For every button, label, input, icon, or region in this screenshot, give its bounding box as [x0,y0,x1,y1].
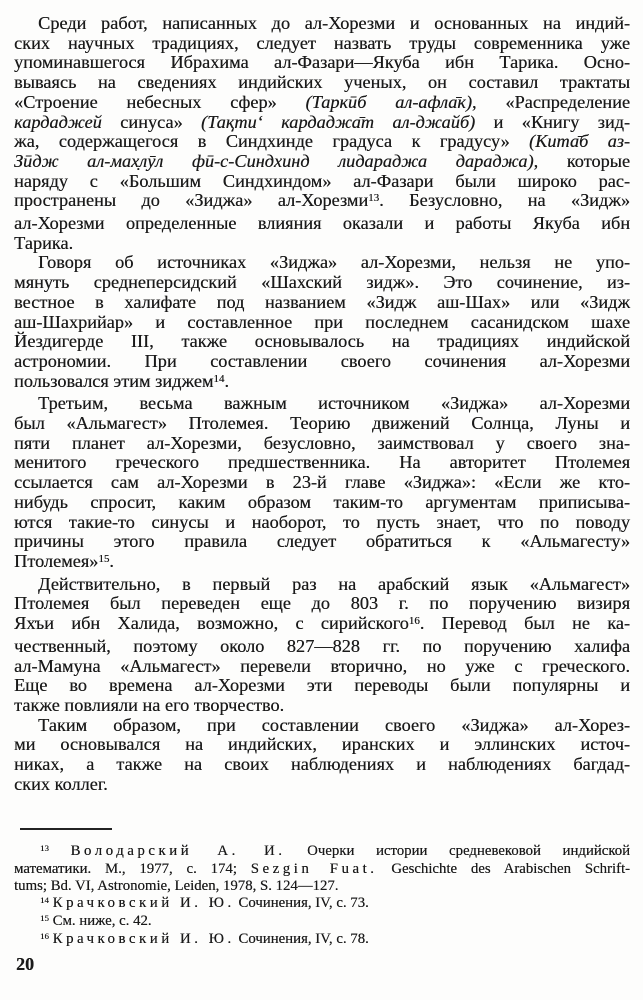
text-line [14,493,630,513]
text-line [14,552,630,575]
text-segment: синуса» [101,111,201,132]
text-segment: (Тақти‘ кардаджа̄т ал-джайб) [200,111,476,132]
text-segment: которые [538,150,630,171]
text-segment: также повлияли на его творчество. [14,694,285,715]
text-segment: никах, а также на своих наблюдениях и наблюдениях багдад- [14,754,630,775]
text-line [14,843,630,861]
text-line [14,895,630,913]
text-segment: астрономии. При составлении своего сочинения ал-Хорезми [14,350,630,371]
text-segment: Володарский А. И. [70,843,286,860]
footnote-marker: 16 [408,615,420,628]
text-line [14,273,630,293]
footnote [14,843,630,895]
text-segment: (Таркӣб ал-афла̄к), [305,91,477,112]
text-segment: . [224,370,229,391]
footnote-separator [20,828,112,830]
page-number: 20 [16,954,34,974]
text-line [14,93,630,113]
text-segment: кардаджей [14,111,102,132]
text-line [14,332,630,352]
text-line [14,696,630,716]
text-line [14,34,630,54]
text-line [14,575,630,595]
text-line [14,513,630,533]
text-line [14,913,630,931]
text-line [14,113,630,133]
text-segment: жа, содержащегося в Синдхинде градуса к градусу» [14,131,530,152]
text-segment: Очерки истории средневековой индийской [285,843,630,860]
text-segment: Говоря об источниках «Зиджа» ал-Хорезми, нельзя не упо- [38,252,630,273]
text-segment: и «Книгу зид- [475,111,630,132]
text-segment [49,843,71,859]
text-line [14,716,630,736]
text-line [14,878,630,895]
text-segment: ссылается сам ал-Хорезми в 23-й главе «Зиджа»: «Если же кто- [14,472,630,493]
text-line [14,434,630,454]
text-segment: чественный, поэтому около 827—828 гг. по поручению халифа [14,635,630,656]
text-segment: Третьим, весьма важным источником «Зиджа» ал-Хорезми [38,393,630,414]
text-line [14,755,630,775]
text-segment: пользовался этим зиджем [14,370,214,391]
text-segment: Птолемея» [14,550,99,571]
text-line [14,191,630,214]
text-segment: математики. М., 1977, с. 174; [14,861,251,878]
paragraph [14,575,630,716]
text-segment: упоминавшегося Ибрахима ал-Фазари—Якуба ибн Тарика. Осно- [14,52,630,73]
text-segment: Среди работ, написанных до ал-Хорезми и основанных на индий- [38,13,630,33]
paragraph [14,716,630,795]
text-line [14,372,630,395]
text-segment: причины этого правила следует обратиться к «Альмагесту» [14,531,630,552]
footnote [14,913,630,931]
text-line [14,172,630,192]
text-segment: ми основывался на индийских, иранских и эллинских источ- [14,734,630,755]
text-segment: был «Альмагест» Птолемея. Теорию движений Солнца, Луны и [14,413,630,434]
footnote-marker: 15 [98,553,110,566]
text-line [14,614,630,637]
text-segment: ал-Хорезми определенные влияния оказали и работы Якуба ибн [14,213,630,234]
text-line [14,253,630,273]
text-segment: ских научных традициях, следует назвать труды современника уже [14,32,630,53]
text-line [14,676,630,696]
text-line [14,132,630,152]
text-segment: аш-Шахрийар» и составленное при последнем сасанидском шахе [14,311,630,332]
text-line [14,352,630,372]
text-segment: Яхъи ибн Халида, возможно, с сирийского [14,613,409,634]
paragraph [14,14,630,253]
text-segment: . Перевод был не ка- [419,613,631,634]
text-segment: мянуть среднеперсидский «Шахский зидж». Это сочинение, из- [14,272,630,293]
text-segment: ются такие-то синусы и наоборот, то пусть знает, что по поводу [14,511,630,532]
text-line [14,14,630,34]
text-line [14,657,630,677]
text-segment: (Кита̄б аз- [529,131,630,152]
text-line [14,594,630,614]
text-segment: вываясь на сведениях индийских ученых, он составил трактаты [14,72,630,93]
text-segment: Йездигерде III, также основывалось на традициях индийской [14,331,630,352]
text-segment: См. ниже, с. 42. [48,913,152,930]
text-segment: менитого греческого предшественника. На авторитет Птолемея [14,452,630,473]
text-segment: . [109,550,114,571]
text-segment: Зӣдж ал-мах̣лӯл фӣ-с-Синдхинд лидараджа дараджа), [14,150,539,171]
text-line [14,293,630,313]
text-segment: ал-Мамуна «Альмагест» перевели вторично, но уже с греческого. [14,655,630,676]
text-segment: наряду с «Большим Синдхиндом» ал-Фазари были широко рас- [14,170,630,191]
text-line [14,234,630,254]
text-segment: tums; Bd. VI, Astronomie, Leiden, 1978, S. 124—127. [14,878,339,895]
text-line [14,637,630,657]
text-line [14,73,630,93]
footnote-marker: 14 [213,372,225,385]
text-line [14,532,630,552]
text-segment: ских коллег. [14,773,108,794]
paragraph [14,394,630,574]
text-segment: Тарика. [14,232,74,253]
text-line [14,214,630,234]
text-line [14,931,630,949]
footnote [14,931,630,949]
paragraph [14,253,630,394]
text-line [14,414,630,434]
text-segment: «Строение небесных сфер» [14,91,306,112]
text-segment: Действительно, в первый раз на арабский язык «Альмагест» [38,573,630,594]
text-segment: Сочинения, IV, с. 73. [234,895,369,912]
body-text [14,14,630,794]
text-segment: . Безусловно, на «Зидж» [379,190,630,211]
footnote-marker: 13 [40,843,49,854]
text-segment: «Распределение [476,91,630,112]
text-line [14,453,630,473]
text-segment: пяти планет ал-Хорезми, безусловно, заимствовал у своего зна- [14,432,630,453]
text-line [14,473,630,493]
text-segment: пространены до «Зиджа» ал-Хорезми [14,190,369,211]
text-line [14,313,630,333]
footnote-marker: 15 [40,913,49,924]
footnotes [14,843,630,948]
text-segment: Geschichte des Arabischen Schrift- [377,861,630,878]
text-line [14,861,630,878]
text-line [14,735,630,755]
footnote-marker: 16 [40,930,49,941]
text-segment: Таким образом, при составлении своего «Зиджа» ал-Хорез- [38,714,630,735]
text-line [14,394,630,414]
text-segment: Птолемея был переведен еще до 803 г. по поручению визиря [14,593,630,614]
text-segment: Еще во времена ал-Хорезми эти переводы были популярны и [14,675,630,696]
footnote-marker: 14 [40,895,49,906]
footnote-marker: 13 [368,192,380,205]
text-segment: Крачковский И. Ю. [52,930,235,947]
text-segment: нибудь спросит, каким образом таким-то аргументам приписыва- [14,491,630,512]
text-segment: Крачковский И. Ю. [52,895,235,912]
text-segment: Сочинения, IV, с. 78. [234,930,369,947]
footnote [14,895,630,913]
text-line [14,775,630,795]
text-line [14,152,630,172]
text-segment: вестное в халифате под названием «Зидж аш-Шах» или «Зидж [14,291,630,312]
text-line [14,53,630,73]
text-segment: Sezgin Fuat. [250,861,378,878]
